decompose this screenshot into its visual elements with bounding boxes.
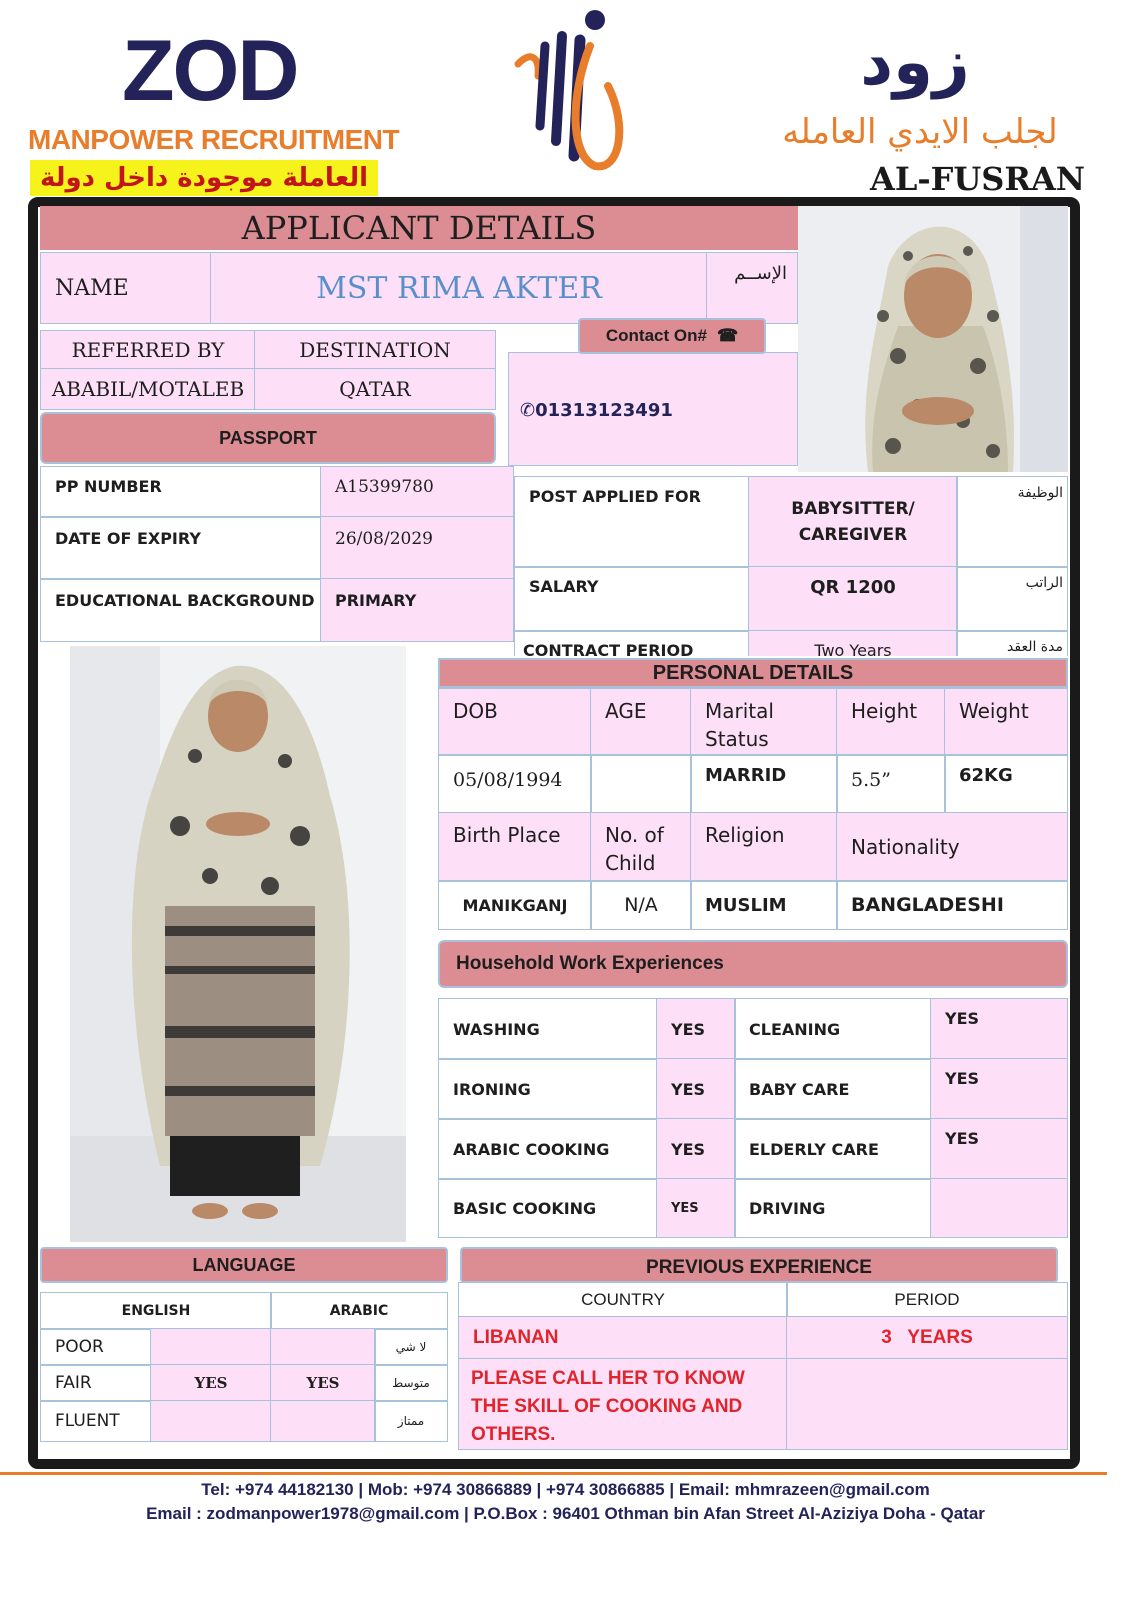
household-item-driving: DRIVING bbox=[734, 1178, 932, 1238]
children-label-line1: No. of bbox=[605, 823, 664, 847]
birth-place-value: MANIKGANJ bbox=[438, 880, 592, 930]
salary-value: QR 1200 bbox=[748, 566, 958, 632]
footer-contact-line: Tel: +974 44182130 | Mob: +974 30866889 | +974 30866885 | Email: mhmrazeen@gmail.com bbox=[201, 1480, 930, 1499]
marital-status-value: MARRID bbox=[690, 754, 838, 814]
arabic-banner: العاملة موجودة داخل دولة bbox=[30, 160, 378, 196]
contract-period-value: Two Years bbox=[748, 630, 958, 656]
household-value-driving bbox=[930, 1178, 1068, 1238]
height-label: Height bbox=[836, 688, 946, 756]
children-value: N/A bbox=[590, 880, 692, 930]
name-label-arabic: الإســم bbox=[706, 252, 798, 324]
dob-label: DOB bbox=[438, 688, 592, 756]
religion-label: Religion bbox=[690, 812, 838, 882]
household-item-elderly-care: ELDERLY CARE bbox=[734, 1118, 932, 1180]
language-table bbox=[40, 1292, 448, 1442]
household-item-baby-care: BABY CARE bbox=[734, 1058, 932, 1120]
referred-by-value: ABABIL/MOTALEB bbox=[40, 368, 256, 410]
weight-label: Weight bbox=[944, 688, 1068, 756]
language-english-header: ENGLISH bbox=[40, 1292, 272, 1330]
name-value: MST RIMA AKTER bbox=[210, 252, 708, 324]
previous-country-value: LIBANAN bbox=[458, 1316, 788, 1360]
passport-heading: PASSPORT bbox=[40, 412, 496, 464]
referred-by-label: REFERRED BY bbox=[40, 330, 256, 370]
age-value bbox=[590, 754, 692, 814]
footer-divider bbox=[0, 1472, 1107, 1475]
nationality-value: BANGLADESHI bbox=[836, 880, 1068, 930]
children-label-line2: Child bbox=[605, 851, 656, 875]
date-of-expiry-label: DATE OF EXPIRY bbox=[40, 516, 322, 580]
company-name: AL-FUSRAN bbox=[870, 160, 1086, 198]
language-level-poor-arabic: لا شي bbox=[374, 1328, 448, 1366]
contract-period-label-arabic: مدة العقد bbox=[956, 630, 1068, 656]
post-applied-label-arabic: الوظيفة bbox=[956, 476, 1068, 568]
name-label: NAME bbox=[40, 252, 212, 324]
destination-value: QATAR bbox=[254, 368, 496, 410]
language-fluent-english bbox=[150, 1400, 272, 1442]
brand-name: ZOD bbox=[122, 23, 298, 119]
pp-number-value: A15399780 bbox=[320, 466, 514, 518]
language-level-fair-arabic: متوسط bbox=[374, 1364, 448, 1402]
phone-row bbox=[520, 400, 673, 421]
post-applied-label: POST APPLIED FOR bbox=[514, 476, 750, 568]
pp-number-label: PP NUMBER bbox=[40, 466, 322, 518]
household-table bbox=[438, 998, 1068, 1238]
salary-label-arabic: الراتب bbox=[956, 566, 1068, 632]
previous-period-header: PERIOD bbox=[786, 1282, 1068, 1318]
previous-note bbox=[458, 1358, 788, 1450]
arabic-logo: زود bbox=[860, 26, 970, 100]
household-item-basic-cooking: BASIC COOKING bbox=[438, 1178, 658, 1238]
language-level-poor: POOR bbox=[40, 1328, 152, 1366]
contact-label-box bbox=[578, 318, 766, 354]
household-value-ironing: YES bbox=[656, 1058, 736, 1120]
arabic-tagline: لجلب الايدي العامله bbox=[782, 112, 1058, 152]
household-item-washing: WASHING bbox=[438, 998, 658, 1060]
post-applied-value-line1: BABYSITTER/ bbox=[791, 499, 915, 519]
educational-background-label: EDUCATIONAL BACKGROUND bbox=[40, 578, 322, 642]
language-fair-arabic: YES bbox=[270, 1364, 376, 1402]
household-value-baby-care: YES bbox=[930, 1058, 1068, 1120]
post-applied-value-line2: CAREGIVER bbox=[798, 525, 908, 545]
educational-background-value: PRIMARY bbox=[320, 578, 514, 642]
previous-country-header: COUNTRY bbox=[458, 1282, 788, 1318]
zod-logo-icon bbox=[500, 6, 640, 176]
household-heading: Household Work Experiences bbox=[438, 940, 1068, 988]
weight-value: 62KG bbox=[944, 754, 1068, 814]
salary-label: SALARY bbox=[514, 566, 750, 632]
language-level-fair: FAIR bbox=[40, 1364, 152, 1402]
date-of-expiry-value: 26/08/2029 bbox=[320, 516, 514, 580]
marital-label-line1: Marital bbox=[705, 699, 774, 723]
phone-number: 01313123491 bbox=[535, 400, 673, 421]
contract-row-clip bbox=[514, 630, 1068, 656]
contact-label: Contact On# bbox=[605, 326, 707, 345]
language-arabic-header: ARABIC bbox=[270, 1292, 448, 1330]
contract-period-label: CONTRACT PERIOD bbox=[514, 630, 750, 656]
previous-note-line1: PLEASE CALL HER TO KNOW bbox=[471, 1368, 745, 1389]
language-fair-english: YES bbox=[150, 1364, 272, 1402]
household-value-cleaning: YES bbox=[930, 998, 1068, 1060]
household-value-basic-cooking: YES bbox=[656, 1178, 736, 1238]
children-label bbox=[590, 812, 692, 882]
telephone-icon: ☎ bbox=[716, 326, 739, 345]
birth-place-label: Birth Place bbox=[438, 812, 592, 882]
language-heading: LANGUAGE bbox=[40, 1247, 448, 1283]
previous-note-line3: OTHERS. bbox=[471, 1424, 556, 1445]
height-value: 5.5” bbox=[836, 754, 946, 814]
household-value-arabic-cooking: YES bbox=[656, 1118, 736, 1180]
language-level-fluent: FLUENT bbox=[40, 1400, 152, 1442]
brand-subtitle: MANPOWER RECRUITMENT bbox=[28, 124, 400, 155]
personal-details-heading: PERSONAL DETAILS bbox=[438, 658, 1068, 688]
applicant-full-body-photo bbox=[70, 646, 406, 1242]
language-level-fluent-arabic: ممتاز bbox=[374, 1400, 448, 1442]
applicant-details-heading: APPLICANT DETAILS bbox=[40, 206, 798, 250]
previous-note-period bbox=[786, 1358, 1068, 1450]
household-value-elderly-care: YES bbox=[930, 1118, 1068, 1180]
household-item-cleaning: CLEANING bbox=[734, 998, 932, 1060]
previous-note-line2: THE SKILL OF COOKING AND bbox=[471, 1396, 743, 1417]
language-poor-arabic bbox=[270, 1328, 376, 1366]
footer-address-line: Email : zodmanpower1978@gmail.com | P.O.Box : 96401 Othman bin Afan Street Al-Aziziya Doha - Qatar bbox=[146, 1504, 985, 1523]
previous-period-value: 3 YEARS bbox=[786, 1316, 1068, 1360]
marital-label-line2: Status bbox=[705, 727, 769, 751]
destination-label: DESTINATION bbox=[254, 330, 496, 370]
previous-experience-heading: PREVIOUS EXPERIENCE bbox=[460, 1247, 1058, 1283]
language-fluent-arabic bbox=[270, 1400, 376, 1442]
applicant-portrait-photo bbox=[798, 206, 1068, 472]
age-label: AGE bbox=[590, 688, 692, 756]
household-item-arabic-cooking: ARABIC COOKING bbox=[438, 1118, 658, 1180]
marital-status-label bbox=[690, 688, 838, 756]
phone-icon: ✆ bbox=[520, 400, 536, 421]
language-poor-english bbox=[150, 1328, 272, 1366]
nationality-label: Nationality bbox=[836, 812, 1068, 882]
dob-value: 05/08/1994 bbox=[438, 754, 592, 814]
household-item-ironing: IRONING bbox=[438, 1058, 658, 1120]
post-applied-value bbox=[748, 476, 958, 568]
household-value-washing: YES bbox=[656, 998, 736, 1060]
religion-value: MUSLIM bbox=[690, 880, 838, 930]
